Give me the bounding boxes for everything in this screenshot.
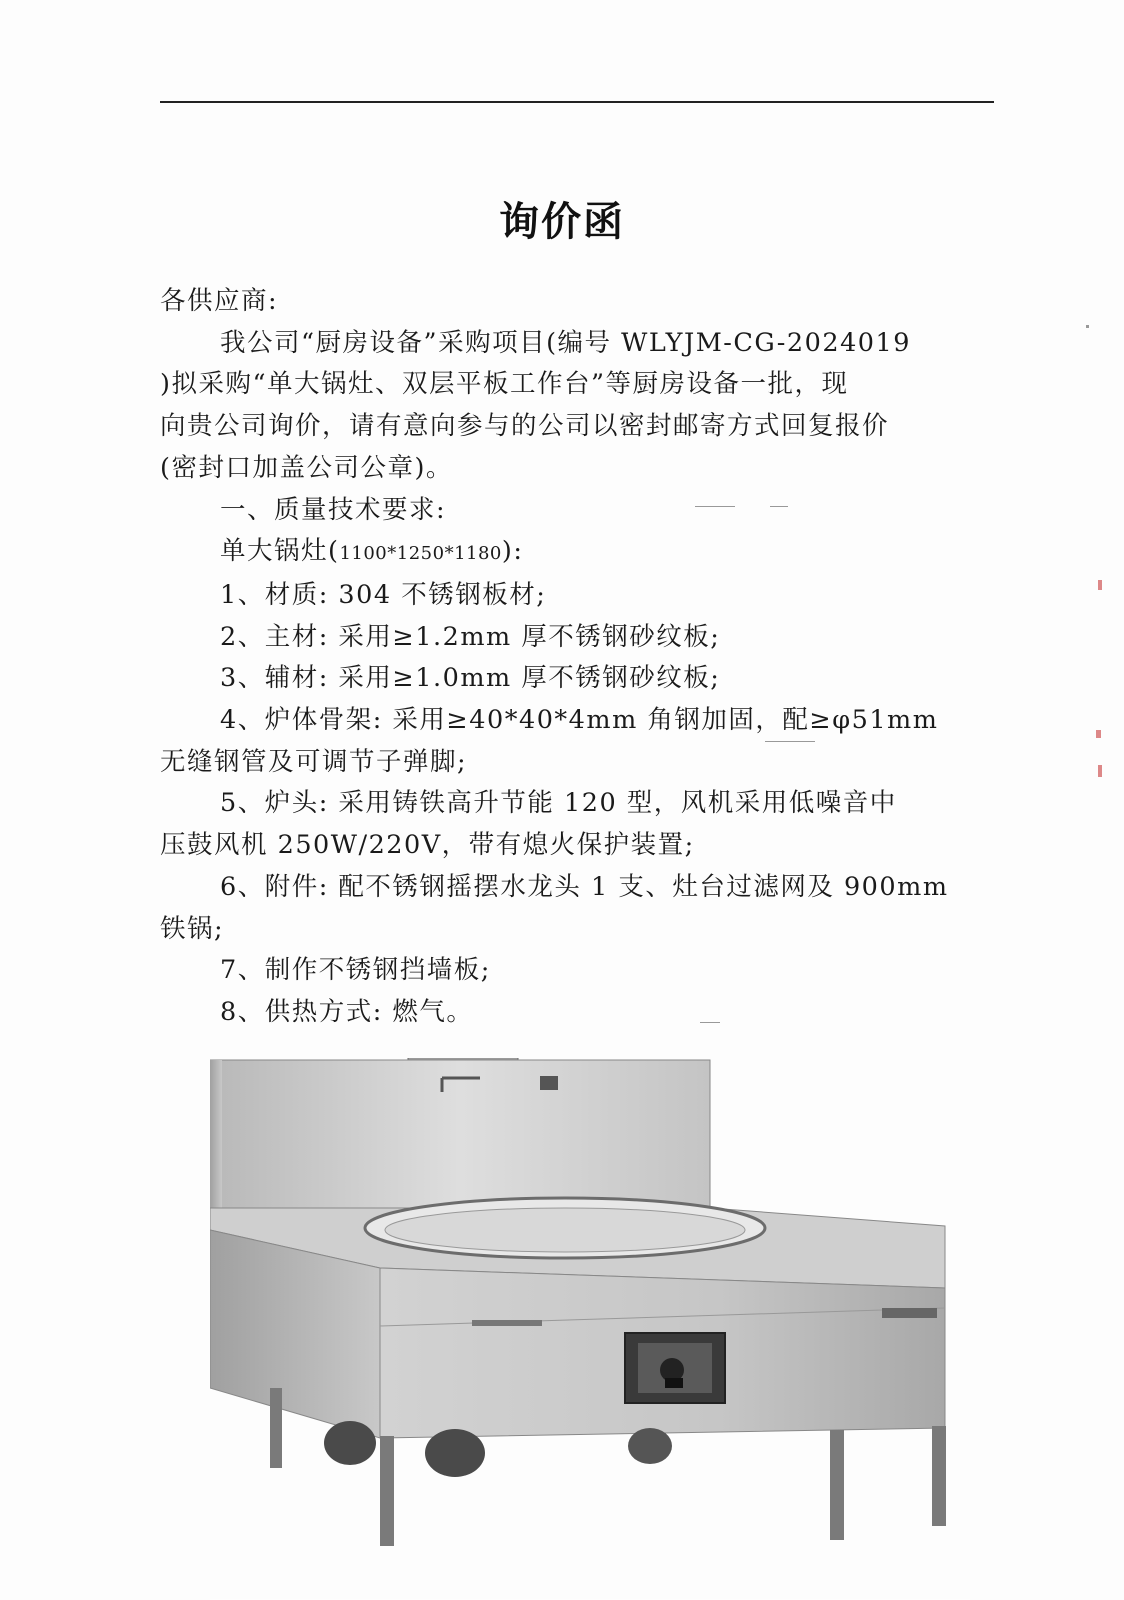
scan-speck <box>765 741 815 742</box>
scan-speck <box>1098 765 1102 777</box>
intro-line-3: 向贵公司询价，请有意向参与的公司以密封邮寄方式回复报价 <box>160 411 890 442</box>
requirement-6-continued: 铁锅; <box>160 913 225 944</box>
requirement-7: 7、制作不锈钢挡墙板; <box>220 955 491 986</box>
product-suffix: ): <box>501 536 524 567</box>
stove-photo <box>210 1058 970 1600</box>
scan-speck <box>1096 730 1101 738</box>
intro-line-2: )拟采购“单大锅灶、双层平板工作台”等厨房设备一批，现 <box>160 369 849 400</box>
requirement-6: 6、附件: 配不锈钢摇摆水龙头 1 支、灶台过滤网及 900mm <box>220 871 949 902</box>
salutation: 各供应商: <box>160 286 279 316</box>
header-rule <box>160 101 994 103</box>
scan-speck <box>700 1022 720 1023</box>
product-dimensions: 1100*1250*1180 <box>339 543 502 565</box>
scan-speck <box>770 506 788 507</box>
document-title: 询价函 <box>499 198 625 245</box>
intro-line-4: (密封口加盖公司公章)。 <box>160 452 453 483</box>
section-heading: 一、质量技术要求: <box>220 494 447 525</box>
requirement-4: 4、炉体骨架: 采用≥40*40*4mm 角钢加固，配≥φ51mm <box>220 705 939 736</box>
scan-speck <box>1098 580 1102 590</box>
intro-line-1: 我公司“厨房设备”采购项目(编号 WLYJM-CG-2024019 <box>220 327 911 358</box>
requirement-5: 5、炉头: 采用铸铁高升节能 120 型，风机采用低噪音中 <box>220 788 897 819</box>
requirement-1: 1、材质: 304 不锈钢板材; <box>220 579 547 610</box>
product-title <box>160 531 970 575</box>
requirement-2: 2、主材: 采用≥1.2mm 厚不锈钢砂纹板; <box>220 621 721 652</box>
product-name: 单大锅灶( <box>220 536 340 567</box>
requirement-5-continued: 压鼓风机 250W/220V，带有熄火保护装置; <box>160 830 695 861</box>
scan-speck <box>695 506 735 507</box>
requirement-3: 3、辅材: 采用≥1.0mm 厚不锈钢砂纹板; <box>220 663 721 694</box>
requirement-8: 8、供热方式: 燃气。 <box>220 996 474 1027</box>
document-body <box>160 281 970 1034</box>
requirement-4-continued: 无缝钢管及可调节子弹脚; <box>160 746 468 777</box>
scan-speck <box>1086 325 1089 328</box>
